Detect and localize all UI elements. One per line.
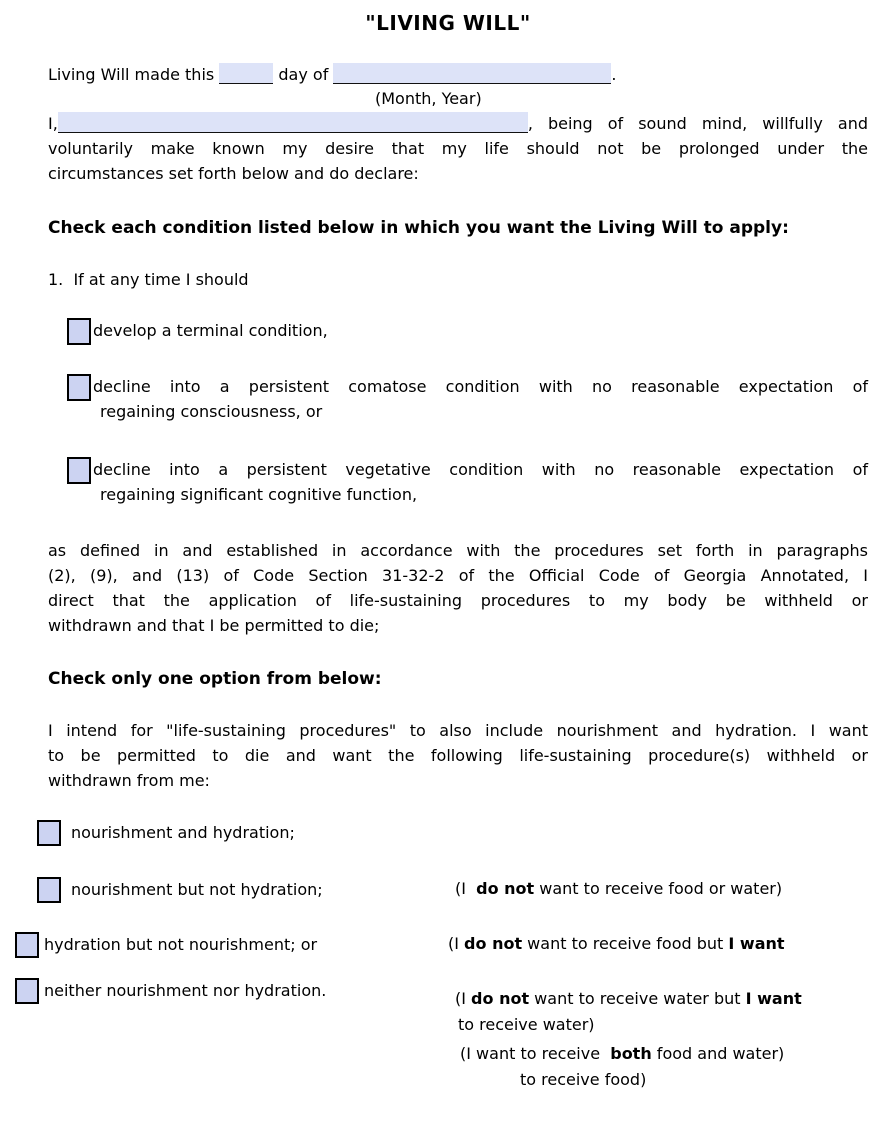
- option-label: hydration but not nourishment; or: [44, 935, 318, 954]
- s2-intro-line-3: withdrawn from me:: [48, 771, 210, 790]
- checkbox-hydration-not-nourishment[interactable]: [15, 932, 39, 958]
- declarant-prefix: I,: [48, 114, 58, 133]
- one-option-heading: Check only one option from below:: [48, 669, 382, 689]
- conditions-heading: Check each condition listed below in which you want the Living Will to apply:: [48, 218, 789, 238]
- declaration-paragraph: [48, 111, 868, 186]
- checkbox-nourishment-and-hydration[interactable]: [37, 820, 61, 846]
- note-line: (I do not want to receive water but I want: [455, 989, 802, 1008]
- s2-intro-line-1: I intend for "life-sustaining procedures" to also include nourishment and hydration. I want: [48, 721, 868, 740]
- checkbox-neither-nourishment-nor-hydration[interactable]: [15, 978, 39, 1004]
- checkbox-comatose-condition[interactable]: [67, 374, 91, 401]
- option-label: nourishment but not hydration;: [71, 880, 323, 899]
- declarant-name-field[interactable]: [58, 112, 528, 133]
- checkbox-vegetative-condition[interactable]: [67, 457, 91, 484]
- code-section-paragraph: [48, 538, 868, 638]
- note-line: to receive water): [458, 1015, 595, 1034]
- declaration-line-3: circumstances set forth below and do declare:: [48, 164, 419, 183]
- note-line: (I want to receive both food and water): [460, 1044, 785, 1063]
- day-field[interactable]: [219, 63, 273, 84]
- condition-item-vegetative: [67, 457, 868, 507]
- condition-line: decline into a persistent comatose condition with no reasonable expectation of: [93, 377, 868, 396]
- document-title: "LIVING WILL": [365, 11, 531, 35]
- conditions-lead: 1. If at any time I should: [48, 270, 249, 289]
- date-line-text-pre: Living Will made this: [48, 65, 215, 84]
- condition-line: decline into a persistent vegetative condition with no reasonable expectation of: [93, 460, 868, 479]
- condition-item-text: [93, 374, 868, 424]
- declaration-line-2: voluntarily make known my desire that my life should not be prolonged under the: [48, 139, 868, 158]
- month-year-caption: (Month, Year): [375, 89, 482, 108]
- condition-item-text: [93, 457, 868, 507]
- date-line: [48, 62, 868, 87]
- closing-line-1: as defined in and established in accordance with the procedures set forth in paragraphs: [48, 541, 868, 560]
- date-line-text-end: .: [611, 65, 617, 84]
- month-year-field[interactable]: [333, 63, 611, 84]
- condition-line: regaining consciousness, or: [100, 402, 323, 421]
- life-sustaining-intro-paragraph: [48, 718, 868, 793]
- declarant-line: [48, 111, 868, 136]
- closing-line-2: (2), (9), and (13) of Code Section 31-32-2 of the Official Code of Georgia Annotated, I: [48, 566, 868, 585]
- note-line: (I do not want to receive food or water): [455, 879, 783, 898]
- s2-intro-line-2: to be permitted to die and want the following life-sustaining procedure(s) withheld or: [48, 746, 868, 765]
- option-label: neither nourishment nor hydration.: [44, 981, 327, 1000]
- condition-line: develop a terminal condition,: [93, 321, 328, 340]
- declarant-suffix: , being of sound mind, willfully and: [527, 114, 868, 133]
- date-line-text-mid: day of: [273, 65, 334, 84]
- condition-line: regaining significant cognitive function,: [100, 485, 418, 504]
- note-line: (I do not want to receive food but I want: [448, 934, 785, 953]
- condition-item-terminal: [67, 318, 868, 345]
- checkbox-terminal-condition[interactable]: [67, 318, 91, 345]
- note-line: to receive food): [520, 1070, 647, 1089]
- condition-item-comatose: [67, 374, 868, 424]
- closing-line-4: withdrawn and that I be permitted to die;: [48, 616, 380, 635]
- checkbox-nourishment-not-hydration[interactable]: [37, 877, 61, 903]
- option-label: nourishment and hydration;: [71, 823, 295, 842]
- closing-line-3: direct that the application of life-sustaining procedures to my body be withheld or: [48, 591, 868, 610]
- option-note: [460, 986, 784, 1121]
- condition-item-text: [93, 318, 868, 343]
